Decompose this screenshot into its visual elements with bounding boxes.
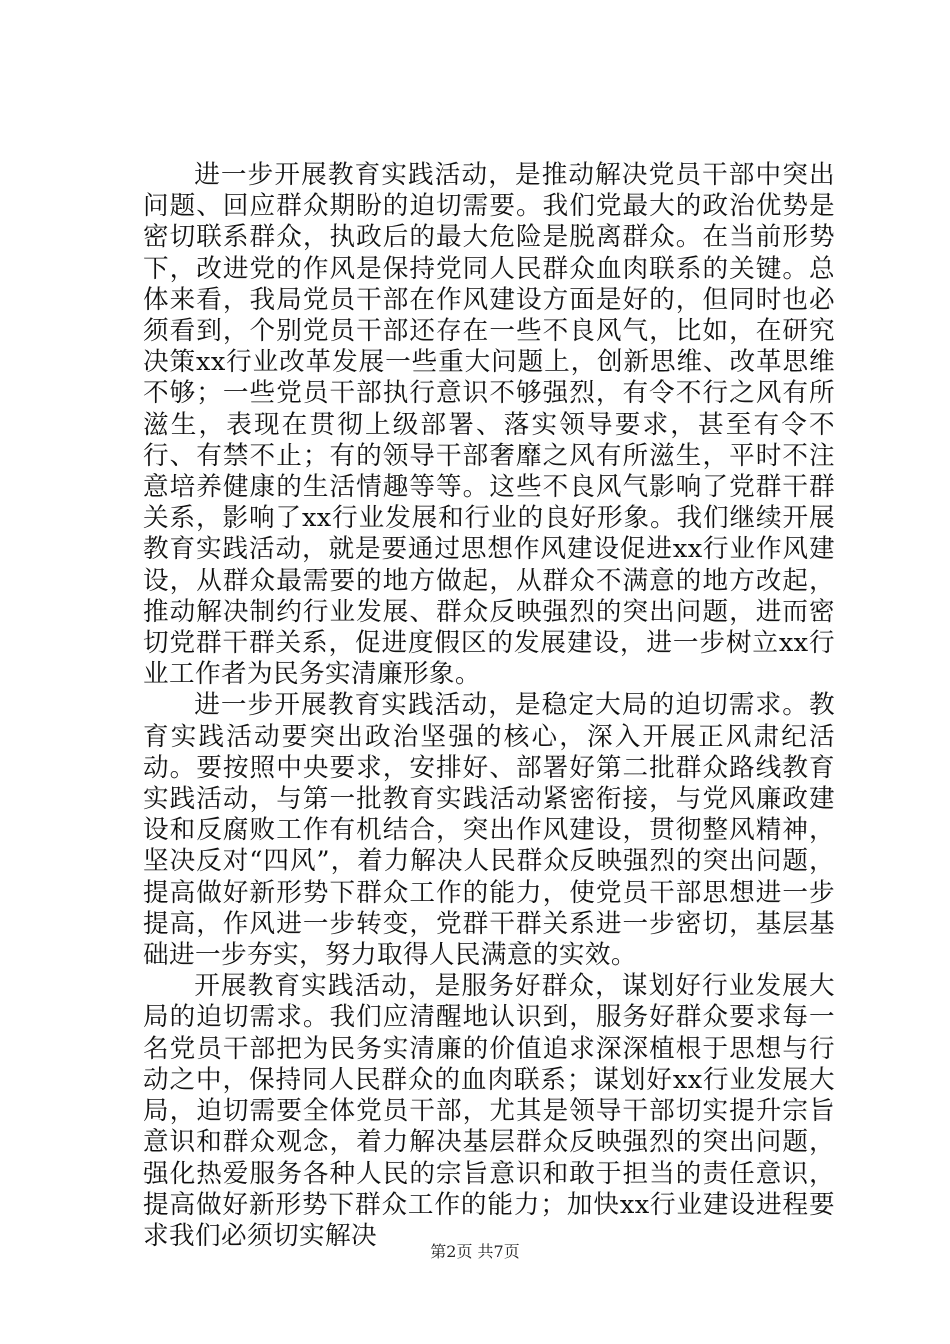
- paragraph-2: 进一步开展教育实践活动，是稳定大局的迫切需求。教育实践活动要突出政治坚强的核心，深入开展正风肃纪活动。要按照中央要求，安排好、部署好第二批群众路线教育实践活动，与第一批教育实践活动紧密衔接，与党风廉政建设和反腐败工作有机结合，突出作风建设，贯彻整风精神，坚决反对“四风”，着力解决人民群众反映强烈的突出问题，提高做好新形势下群众工作的能力，使党员干部思想进一步提高，作风进一步转变，党群干群关系进一步密切，基层基础进一步夯实，努力取得人民满意的实效。: [143, 690, 835, 971]
- document-body: [143, 160, 835, 1252]
- paragraph-1: 进一步开展教育实践活动，是推动解决党员干部中突出问题、回应群众期盼的迫切需要。我们党最大的政治优势是密切联系群众，执政后的最大危险是脱离群众。在当前形势下，改进党的作风是保持党同人民群众血肉联系的关键。总体来看，我局党员干部在作风建设方面是好的，但同时也必须看到，个别党员干部还存在一些不良风气，比如，在研究决策xx行业改革发展一些重大问题上，创新思维、改革思维不够；一些党员干部执行意识不够强烈，有令不行之风有所滋生，表现在贯彻上级部署、落实领导要求，甚至有令不行、有禁不止；有的领导干部奢靡之风有所滋生，平时不注意培养健康的生活情趣等等。这些不良风气影响了党群干群关系，影响了xx行业发展和行业的良好形象。我们继续开展教育实践活动，就是要通过思想作风建设促进xx行业作风建设，从群众最需要的地方做起，从群众不满意的地方改起，推动解决制约行业发展、群众反映强烈的突出问题，进而密切党群干群关系，促进度假区的发展建设，进一步树立xx行业工作者为民务实清廉形象。: [143, 160, 835, 690]
- page-number: 第2页 共7页: [430, 1242, 520, 1261]
- paragraph-3: 开展教育实践活动，是服务好群众，谋划好行业发展大局的迫切需求。我们应清醒地认识到，服务好群众要求每一名党员干部把为民务实清廉的价值追求深深植根于思想与行动之中，保持同人民群众的血肉联系；谋划好xx行业发展大局，迫切需要全体党员干部，尤其是领导干部切实提升宗旨意识和群众观念，着力解决基层群众反映强烈的突出问题，强化热爱服务各种人民的宗旨意识和敢于担当的责任意识，提高做好新形势下群众工作的能力；加快xx行业建设进程要求我们必须切实解决: [143, 971, 835, 1251]
- page-footer: [0, 1242, 950, 1262]
